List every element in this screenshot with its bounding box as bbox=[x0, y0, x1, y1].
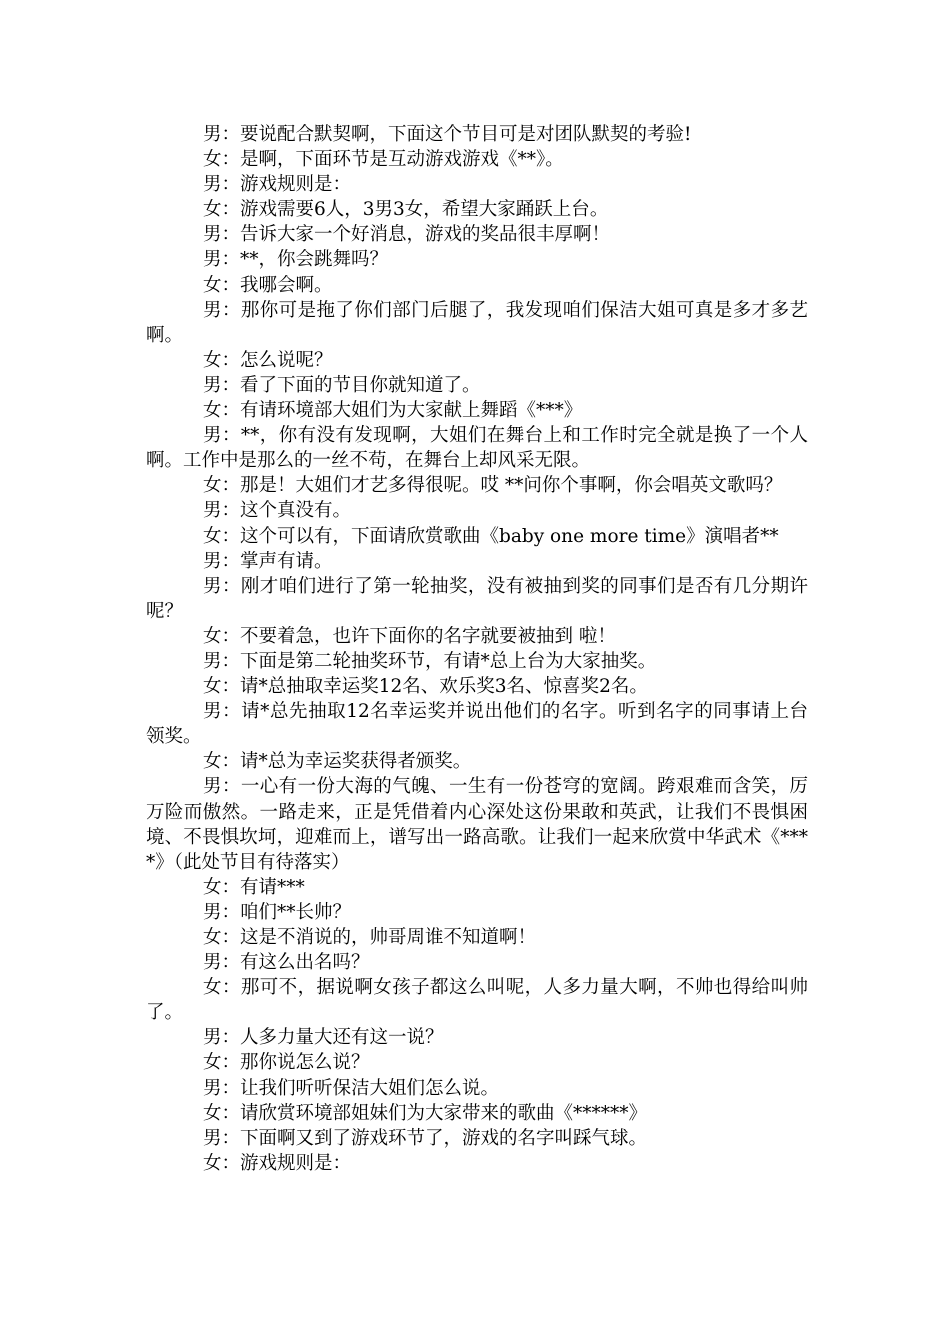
dialogue-line: 女：请欣赏环境部姐妹们为大家带来的歌曲《******》 bbox=[203, 1102, 648, 1124]
document-body bbox=[146, 122, 808, 1176]
dialogue-line: 男：人多力量大还有这一说？ bbox=[203, 1027, 444, 1049]
dialogue-line: 男：**，你会跳舞吗？ bbox=[203, 249, 389, 271]
dialogue-line: 男：**，你有没有发现啊，大姐们在舞台上和工作时完全就是换了一个人啊。工作中是那么的一丝不苟，在舞台上却风采无限。 bbox=[146, 425, 808, 472]
dialogue-line: 女：这个可以有，下面请欣赏歌曲《baby one more time》演唱者** bbox=[203, 525, 779, 547]
dialogue-line: 男：下面啊又到了游戏环节了，游戏的名字叫踩气球。 bbox=[203, 1127, 648, 1149]
dialogue-line: 男：让我们听听保洁大姐们怎么说。 bbox=[203, 1077, 500, 1099]
dialogue-line: 女：那可不，据说啊女孩子都这么叫呢，人多力量大啊，不帅也得给叫帅了。 bbox=[146, 977, 808, 1024]
dialogue-line: 女：不要着急，也许下面你的名字就要被抽到 啦！ bbox=[203, 625, 616, 647]
dialogue-line: 男：那你可是拖了你们部门后腿了，我发现咱们保洁大姐可真是多才多艺啊。 bbox=[146, 299, 808, 346]
dialogue-line: 男：看了下面的节目你就知道了。 bbox=[203, 374, 481, 396]
dialogue-line: 女：有请环境部大姐们为大家献上舞蹈《***》 bbox=[203, 400, 583, 422]
dialogue-line: 男：这个真没有。 bbox=[203, 500, 352, 522]
dialogue-line: 男：刚才咱们进行了第一轮抽奖，没有被抽到奖的同事们是否有几分期许呢？ bbox=[146, 575, 808, 622]
dialogue-line: 女：请*总抽取幸运奖12名、欢乐奖3名、惊喜奖2名。 bbox=[203, 676, 648, 698]
dialogue-line: 女：是啊，下面环节是互动游戏游戏《**》。 bbox=[203, 149, 564, 171]
dialogue-line: 女：怎么说呢？ bbox=[203, 349, 333, 371]
dialogue-line: 女：有请*** bbox=[203, 876, 305, 898]
dialogue-line: 女：游戏规则是： bbox=[203, 1152, 352, 1174]
dialogue-line: 男：要说配合默契啊，下面这个节目可是对团队默契的考验! bbox=[203, 124, 692, 145]
dialogue-line: 女：我哪会啊。 bbox=[203, 274, 333, 296]
dialogue-line: 女：请*总为幸运奖获得者颁奖。 bbox=[203, 751, 472, 773]
dialogue-line: 女：游戏需要6人，3男3女，希望大家踊跃上台。 bbox=[203, 199, 609, 221]
dialogue-line: 女：这是不消说的，帅哥周谁不知道啊！ bbox=[203, 927, 537, 948]
dialogue-line: 女：那是！大姐们才艺多得很呢。哎 **问你个事啊，你会唱英文歌吗？ bbox=[203, 475, 783, 497]
dialogue-line: 男：一心有一份大海的气魄、一生有一份苍穹的宽阔。跨艰难而含笑，厉万险而傲然。一路走来，正是凭借着内心深处这份果敢和英武，让我们不畏惧困境、不畏惧坎坷，迎难而上，谱写出一路高歌。让我们一起来欣赏中华武术《****》（此处节目有待落实） bbox=[146, 776, 808, 873]
dialogue-line: 男：告诉大家一个好消息，游戏的奖品很丰厚啊！ bbox=[203, 224, 611, 246]
dialogue-line: 男：有这么出名吗？ bbox=[203, 952, 370, 974]
dialogue-line: 女：那你说怎么说？ bbox=[203, 1052, 370, 1074]
dialogue-line: 男：请*总先抽取12名幸运奖并说出他们的名字。听到名字的同事请上台领奖。 bbox=[146, 701, 808, 748]
dialogue-line: 男：掌声有请。 bbox=[203, 550, 333, 572]
dialogue-line: 男：游戏规则是： bbox=[203, 174, 352, 196]
dialogue-line: 男：咱们**长帅？ bbox=[203, 901, 352, 923]
dialogue-line: 男：下面是第二轮抽奖环节，有请*总上台为大家抽奖。 bbox=[203, 650, 657, 672]
